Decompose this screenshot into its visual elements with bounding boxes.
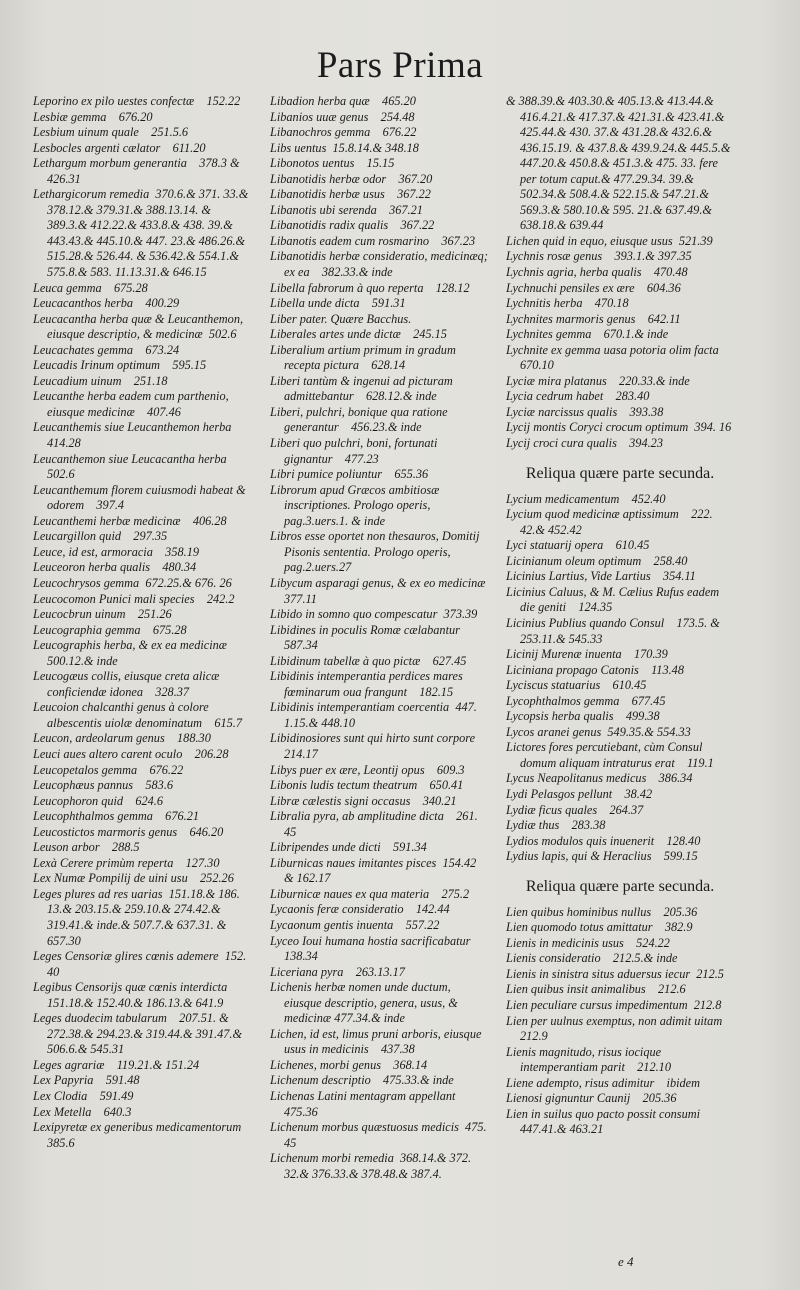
index-entry: Leporino ex pilo uestes confectæ 152.22: [33, 94, 241, 108]
index-entry: Lychnuchi pensiles ex ære 604.36: [506, 280, 681, 295]
index-entry: Liberales artes unde dictæ 245.15: [270, 327, 447, 342]
index-entry: Libanios uuæ genus 254.48: [270, 109, 415, 124]
index-entry: Lycium quod medicinæ aptissimum 222. 42.& 452.42: [506, 507, 716, 537]
index-entry: Leucachates gemma 673.24: [33, 342, 180, 357]
index-entry: Lyciæ mira platanus 220.33.& inde: [506, 373, 690, 388]
index-entry: Lycaonis feræ consideratio 142.44: [270, 902, 450, 917]
index-entry: Lycopsis herba qualis 499.38: [506, 709, 660, 724]
index-entry: Liberalium artium primum in gradum recepta pictura 628.14: [270, 342, 459, 373]
index-entry: Lycus Neapolitanus medicus 386.34: [506, 771, 693, 786]
index-entry: Leucanthemi herbæ medicinæ 406.28: [33, 513, 227, 528]
index-column-3-top: [506, 94, 734, 452]
index-entry: Leucophæus pannus 583.6: [33, 778, 174, 793]
index-entry: Lienis in medicinis usus 524.22: [506, 935, 670, 950]
index-entry: Leucacanthos herba 400.29: [33, 296, 180, 311]
index-entry: Libs uentus 15.8.14.& 348.18: [270, 140, 419, 155]
index-entry: Lien quomodo totus amittatur 382.9: [506, 920, 693, 935]
index-entry: Leuceoron herba qualis 480.34: [33, 560, 197, 575]
index-entry: Lex Metella 640.3: [33, 1104, 132, 1119]
index-entry: Lychnis agria, herba qualis 470.48: [506, 265, 688, 280]
index-entry: Leucophoron quid 624.6: [33, 793, 164, 808]
index-entry: Lydius lapis, qui & Heraclius 599.15: [506, 849, 698, 864]
index-entry: Libanotidis radix qualis 367.22: [270, 218, 435, 233]
index-entry: Lictores fores percutiebant, cùm Consul domum aliquam intraturus erat 119.1: [506, 740, 714, 770]
index-entry: Licinij Murenæ inuenta 170.39: [506, 647, 668, 662]
index-entry: Legibus Censorijs quæ cœnis interdicta 151.18.& 152.40.& 186.13.& 641.9: [33, 980, 231, 1010]
index-entry: Liciniana propago Catonis 113.48: [506, 662, 684, 677]
index-entry: Leucargillon quid 297.35: [33, 529, 168, 544]
index-entry: Libanotis eadem cum rosmarino 367.23: [270, 233, 476, 248]
index-entry: Leucochrysos gemma 672.25.& 676. 26: [33, 575, 232, 590]
index-entry: Leges Censoriæ glires cœnis ademere 152. 40: [33, 949, 250, 979]
index-entry: Libidinis intemperantiam coercentia 447. 1.15.& 448.10: [270, 700, 480, 730]
section-heading: Reliqua quære parte secunda.: [525, 464, 715, 482]
index-entry: Lien per uulnus exemptus, non adimit uitam 212.9: [506, 1013, 726, 1044]
index-entry: Lyciæ narcissus qualis 393.38: [506, 404, 664, 419]
index-entry: Lien peculiare cursus impedimentum 212.8: [506, 997, 722, 1012]
index-entry: Libys puer ex ære, Leontij opus 609.3: [270, 762, 465, 777]
index-entry: Lex Numæ Pompilij de uini usu 252.26: [33, 871, 234, 886]
index-entry: Lienis magnitudo, risus iocique intemperantiam parit 212.10: [506, 1044, 671, 1075]
index-column-2: [270, 94, 491, 1182]
index-entry: Libella unde dicta 591.31: [270, 296, 406, 311]
index-entry: Libidinum tabellæ à quo pictæ 627.45: [270, 653, 467, 668]
index-entry: Lienis in sinistra situs aduersus iecur 212.5: [506, 966, 724, 981]
index-entry: Liceriana pyra 263.13.17: [270, 964, 405, 979]
index-entry: Libralia pyra, ab amplitudine dicta 261. 45: [270, 809, 481, 839]
index-entry: Lycium medicamentum 452.40: [506, 491, 666, 506]
index-entry: Lex Papyria 591.48: [33, 1073, 140, 1088]
index-entry: Libidinosiores sunt qui hirto sunt corpore 214.17: [270, 731, 479, 761]
index-entry: Libræ cælestis signi occasus 340.21: [270, 793, 457, 808]
index-entry: Lychnites gemma 670.1.& inde: [506, 327, 669, 342]
index-entry: Liberi, pulchri, bonique qua ratione generantur 456.23.& inde: [270, 404, 451, 435]
index-entry: Libripendes unde dicti 591.34: [270, 840, 427, 855]
index-entry: Lichenum morbus quæstuosus medicis 475. 45: [270, 1120, 490, 1150]
index-entry: Leuce, id est, armoracia 358.19: [33, 544, 199, 559]
index-entry: Leucographis herba, & ex ea medicinæ 500.12.& inde: [33, 638, 231, 668]
index-entry: Leucanthemum florem cuiusmodi habeat & odorem 397.4: [33, 482, 249, 513]
index-entry: Libanotis ubi serenda 367.21: [270, 202, 423, 217]
index-entry: Liburnicas naues imitantes pisces 154.42 & 162.17: [270, 855, 480, 886]
index-entry: Leuci aues altero carent oculo 206.28: [33, 746, 229, 761]
index-entry: Lychnites marmoris genus 642.11: [506, 311, 681, 326]
index-entry: Lycos aranei genus 549.35.& 554.33: [506, 724, 691, 739]
index-entry: Libros esse oportet non thesauros, Domitij Pisonis sententia. Prologo operis, pag.2.uers.27: [270, 529, 483, 575]
index-entry: Leucacantha herba quæ & Leucanthemon, eiusque descriptio, & medicinæ 502.6: [33, 311, 247, 342]
index-entry: Liburnicæ naues ex qua materia 275.2: [270, 886, 470, 901]
index-entry: Lichen quid in equo, eiusque usus 521.39: [506, 233, 713, 248]
index-column-3-middle: [506, 492, 734, 865]
index-entry: Lesbiæ gemma 676.20: [33, 109, 153, 124]
index-entry: Lexà Cerere primùm reperta 127.30: [33, 855, 220, 870]
index-entry: Leucon, ardeolarum genus 188.30: [33, 731, 211, 746]
index-entry: Libonotos uentus 15.15: [270, 156, 395, 171]
index-entry: Leuca gemma 675.28: [33, 280, 148, 295]
index-entry: Libido in somno quo compescatur 373.39: [270, 607, 478, 622]
index-entry: Libri pumice poliuntur 655.36: [270, 467, 429, 482]
index-entry: Leges plures ad res uarias 151.18.& 186. 13.& 203.15.& 259.10.& 274.42.& 319.41.& inde.& 507.7.& 637.31. & 657.30: [33, 886, 243, 948]
index-entry: Libadion herba quæ 465.20: [270, 94, 416, 108]
index-entry: Lienosi gignuntur Caunij 205.36: [506, 1091, 677, 1106]
index-entry: Lycia cedrum habet 283.40: [506, 389, 650, 404]
index-entry: Lycij croci cura qualis 394.23: [506, 436, 663, 451]
index-entry: Lyci statuarij opera 610.45: [506, 538, 650, 553]
index-entry: Leucocbrun uinum 251.26: [33, 607, 172, 622]
index-entry: Lethargum morbum generantia 378.3 & 426.31: [33, 156, 243, 186]
index-entry: Lichenis herbæ nomen unde ductum, eiusque descriptio, genera, usus, & medicinæ 477.34.& inde: [270, 980, 461, 1026]
index-entry: Lichenas Latini mentagram appellant 475.36: [270, 1089, 459, 1119]
index-entry: Lychnis rosæ genus 393.1.& 397.35: [506, 249, 692, 264]
index-entry: Leucadis Irinum optimum 595.15: [33, 358, 207, 373]
index-entry: Liberi tantùm & ingenui ad picturam admittebantur 628.12.& inde: [270, 373, 456, 404]
index-entry: Lydiæ thus 283.38: [506, 818, 606, 833]
index-entry: Lydios modulos quis inuenerit 128.40: [506, 833, 701, 848]
index-entry: Lychnitis herba 470.18: [506, 296, 629, 311]
index-entry: Leucadium uinum 251.18: [33, 373, 168, 388]
index-entry: Lycophthalmos gemma 677.45: [506, 693, 666, 708]
index-entry: Leges agrariæ 119.21.& 151.24: [33, 1057, 200, 1072]
index-entry: Lycisсus statuarius 610.45: [506, 678, 647, 693]
index-entry: Librorum apud Græcos ambitiosæ inscriptiones. Prologo operis, pag.3.uers.1. & inde: [270, 482, 443, 528]
index-entry: Leucophthalmos gemma 676.21: [33, 809, 199, 824]
index-entry: Lesbium uinum quale 251.5.6: [33, 125, 189, 140]
index-entry: Libonis ludis tectum theatrum 650.41: [270, 778, 464, 793]
index-entry: & 388.39.& 403.30.& 405.13.& 413.44.& 416.4.21.& 417.37.& 421.31.& 423.41.& 425.44.& 430. 37.& 431.28.& 432.6.& 436.15.19. & 437.8.& 439.9.24.& 445.5.& 447.20.& 450.8.& 451.3.& 475. 33. fere per totum caput.& 477.29.34. 39.& 502.34.& 508.4.& 522.15.& 547.21.& 569.3.& 580.10.& 595. 21.& 637.49.& 638.18.& 639.44: [506, 94, 734, 233]
index-entry: Lien in suilus quo pacto possit consumi 447.41.& 463.21: [506, 1106, 704, 1137]
index-entry: Leucogæus collis, eiusque creta alicæ conficiendæ idonea 328.37: [33, 669, 223, 699]
index-entry: Lychnite ex gemma uasa potoria olim facta 670.10: [506, 342, 722, 373]
index-entry: Leucanthemis siue Leucanthemon herba 414.28: [33, 420, 235, 451]
index-entry: Libanotidis herbæ consideratio, medicinæq; ex ea 382.33.& inde: [270, 249, 491, 280]
signature-mark: e 4: [618, 1254, 634, 1269]
index-entry: Lichenum morbi remedia 368.14.& 372. 32.& 376.33.& 378.48.& 387.4.: [270, 1151, 475, 1181]
index-entry: Lydiæ ficus quales 264.37: [506, 802, 644, 817]
index-entry: Leges duodecim tabularum 207.51. & 272.38.& 294.23.& 319.44.& 391.47.& 506.6.& 545.31: [33, 1011, 246, 1057]
index-entry: Lesbocles argenti cælator 611.20: [33, 140, 206, 155]
index-entry: Leucocomon Punici mali species 242.2: [33, 591, 235, 606]
index-entry: Lydi Pelasgos pellunt 38.42: [506, 786, 653, 801]
index-entry: Libidines in poculis Romæ cælabantur 587.34: [270, 622, 464, 653]
index-entry: Lichenum descriptio 475.33.& inde: [270, 1073, 454, 1088]
section-heading: Reliqua quære parte secunda.: [525, 877, 715, 895]
index-entry: Lyceo Ioui humana hostia sacrificabatur 138.34: [270, 933, 474, 964]
index-entry: Lexipyretæ ex generibus medicamentorum 385.6: [33, 1120, 245, 1150]
index-entry: Leucoion chalcanthi genus à colore albescentis uiolæ denominatum 615.7: [33, 700, 243, 730]
index-entry: Leucanthemon siue Leucacantha herba 502.6: [33, 451, 230, 482]
index-entry: Libanotidis herbæ odor 367.20: [270, 171, 433, 186]
index-column-1: [33, 94, 251, 1151]
index-entry: Lien quibus hominibus nullus 205.36: [506, 904, 698, 919]
index-entry: Leucostictos marmoris genus 646.20: [33, 824, 224, 839]
index-column-3: [506, 94, 734, 1138]
index-entry: Leucopetalos gemma 676.22: [33, 762, 184, 777]
index-entry: Lycaonum gentis inuenta 557.22: [270, 917, 440, 932]
index-entry: Libanotidis herbæ usus 367.22: [270, 187, 431, 202]
index-entry: Licinianum oleum optimum 258.40: [506, 553, 688, 568]
index-entry: Lichenes, morbi genus 368.14: [270, 1057, 428, 1072]
index-entry: Licinius Lartius, Vide Lartius 354.11: [506, 569, 696, 584]
index-entry: Licinius Caluus, & M. Cælius Rufus eadem die geniti 124.35: [506, 584, 723, 615]
index-column-3-bottom: [506, 905, 734, 1138]
index-entry: Lethargicorum remedia 370.6.& 371. 33.& 378.12.& 379.31.& 388.13.14. & 389.3.& 412.22.& 433.8.& 438. 39.& 443.43.& 445.10.& 447. 23.& 486.26.& 515.28.& 526.44. & 536.42.& 554.1.& 575.8.& 583. 11.13.31.& 646.15: [33, 187, 252, 280]
index-entry: Liene adempto, risus adimitur ibidem: [506, 1075, 701, 1090]
index-entry: Lycij montis Coryci crocum optimum 394. 16: [506, 420, 732, 435]
index-entry: Libella fabrorum à quo reperta 128.12: [270, 280, 470, 295]
index-entry: Leuson arbor 288.5: [33, 840, 140, 855]
index-entry: Lien quibus insit animalibus 212.6: [506, 982, 686, 997]
index-entry: Leucanthe herba eadem cum parthenio, eiusque medicinæ 407.46: [33, 389, 232, 419]
index-entry: Licinius Publius quando Consul 173.5. & 253.11.& 545.33: [506, 615, 723, 646]
index-entry: Leucographia gemma 675.28: [33, 622, 187, 637]
index-entry: Lienis consideratio 212.5.& inde: [506, 951, 678, 966]
page-title: Pars Prima: [316, 45, 484, 86]
index-entry: Lichen, id est, limus pruni arboris, eiusque usus in medicinis 437.38: [270, 1026, 485, 1057]
index-entry: Lex Clodia 591.49: [33, 1089, 134, 1103]
index-entry: Libycum asparagi genus, & ex eo medicinæ 377.11: [270, 575, 489, 606]
index-entry: Liber pater. Quære Bacchus.: [270, 311, 412, 326]
index-entry: Libidinis intemperantia perdices mares fœminarum oua frangunt 182.15: [270, 669, 466, 699]
index-entry: Libanochros gemma 676.22: [270, 125, 417, 140]
index-entry: Liberi quo pulchri, boni, fortunati gignantur 477.23: [270, 436, 441, 466]
